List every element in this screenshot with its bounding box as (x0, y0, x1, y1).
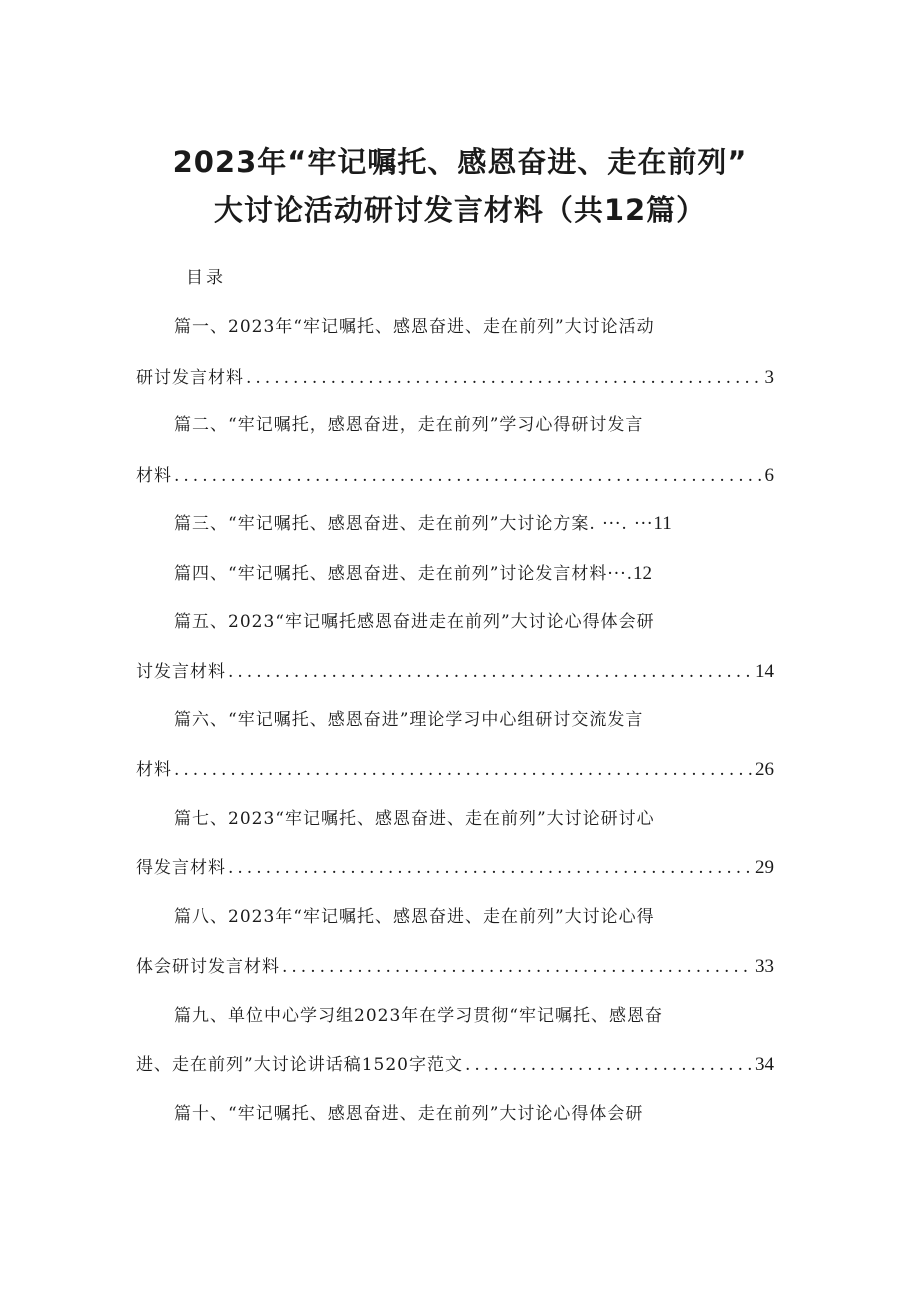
toc-leader-dots (174, 464, 763, 488)
document-title-line-2: 大讨论活动研讨发言材料（共12篇） (213, 193, 707, 227)
toc-entry-3-title: 篇三、“牢记嘱托、感恩奋进、走在前列”大讨论方案. ···. ··· (174, 514, 654, 534)
toc-entry-1-continuation[interactable] (136, 366, 774, 390)
toc-entry-10-title[interactable]: 篇十、“牢记嘱托、感恩奋进、走在前列”大讨论心得体会研 (174, 1104, 644, 1124)
toc-entry-4[interactable] (174, 562, 774, 586)
toc-leader-dots (174, 758, 753, 782)
toc-entry-8-title[interactable]: 篇八、2023年“牢记嘱托、感恩奋进、走在前列”大讨论心得 (174, 907, 655, 927)
toc-entry-8-page: 33 (755, 956, 774, 977)
toc-entry-2-page: 6 (764, 465, 774, 486)
toc-entry-7-title[interactable]: 篇七、2023“牢记嘱托、感恩奋进、走在前列”大讨论研讨心 (174, 809, 655, 829)
toc-entry-9-continuation[interactable] (136, 1053, 774, 1077)
toc-entry-2-continuation[interactable] (136, 464, 774, 488)
toc-entry-3-page: 11 (653, 513, 672, 534)
toc-leader-dots (282, 955, 753, 979)
toc-heading: 目录 (186, 268, 226, 288)
toc-entry-1-title-cont: 研讨发言材料 (136, 368, 244, 388)
toc-entry-5-title[interactable]: 篇五、2023“牢记嘱托感恩奋进走在前列”大讨论心得体会研 (174, 612, 655, 632)
toc-entry-8-title-cont: 体会研讨发言材料 (136, 957, 280, 977)
toc-entry-3[interactable] (174, 512, 774, 536)
toc-entry-9-title-cont: 进、走在前列”大讨论讲话稿1520字范文 (136, 1055, 463, 1075)
toc-entry-6-title[interactable]: 篇六、“牢记嘱托、感恩奋进”理论学习中心组研讨交流发言 (174, 710, 644, 730)
toc-entry-2-title-cont: 材料 (136, 466, 172, 486)
toc-entry-1-page: 3 (764, 367, 774, 388)
toc-entry-2-title[interactable]: 篇二、“牢记嘱托，感恩奋进，走在前列”学习心得研讨发言 (174, 415, 644, 435)
toc-entry-5-page: 14 (755, 661, 774, 682)
toc-entry-6-page: 26 (755, 759, 774, 780)
toc-leader-dots (465, 1053, 753, 1077)
toc-entry-6-title-cont: 材料 (136, 760, 172, 780)
toc-entry-9-title[interactable]: 篇九、单位中心学习组2023年在学习贯彻“牢记嘱托、感恩奋 (174, 1006, 663, 1026)
document-title-line-1: 2023年“牢记嘱托、感恩奋进、走在前列” (172, 145, 748, 179)
toc-entry-5-continuation[interactable] (136, 660, 774, 684)
toc-entry-7-continuation[interactable] (136, 856, 774, 880)
toc-leader-dots (228, 660, 753, 684)
toc-entry-1-title[interactable]: 篇一、2023年“牢记嘱托、感恩奋进、走在前列”大讨论活动 (174, 317, 655, 337)
toc-leader-dots (246, 366, 763, 390)
toc-entry-5-title-cont: 讨发言材料 (136, 662, 226, 682)
toc-entry-6-continuation[interactable] (136, 758, 774, 782)
toc-entry-7-page: 29 (755, 857, 774, 878)
toc-entry-8-continuation[interactable] (136, 955, 774, 979)
toc-entry-4-page: 12 (633, 563, 652, 584)
toc-leader-dots (228, 856, 753, 880)
toc-entry-7-title-cont: 得发言材料 (136, 858, 226, 878)
toc-entry-9-page: 34 (755, 1054, 774, 1075)
toc-entry-4-title: 篇四、“牢记嘱托、感恩奋进、走在前列”讨论发言材料···. (174, 564, 633, 584)
